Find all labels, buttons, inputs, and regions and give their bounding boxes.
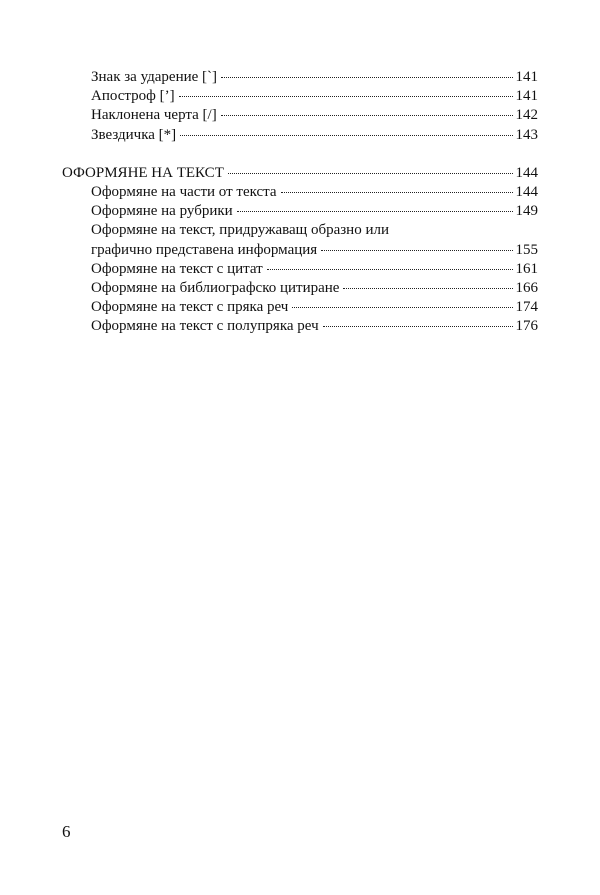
toc-dot-leader [237,211,513,212]
toc-group-text-formatting [62,164,538,337]
page-number: 6 [62,822,71,841]
toc-entry-title: Оформяне на текст с пряка реч [91,299,289,316]
toc-entry [62,68,538,87]
toc-entry-page: 166 [515,280,538,297]
toc-section-title: ОФОРМЯНЕ НА ТЕКСТ [62,164,224,181]
toc-entry-page: 161 [515,260,538,277]
toc-entry-page: 144 [515,184,538,201]
toc-dot-leader [292,307,512,308]
toc-entry [62,202,538,221]
table-of-contents [62,68,538,337]
toc-dot-leader [180,135,512,136]
toc-entry-page: 174 [515,299,538,316]
toc-entry-title: Оформяне на части от текста [91,184,277,201]
toc-entry-title: Знак за ударение [`] [91,69,218,85]
toc-entry [62,298,538,317]
toc-entry-multiline-first [62,221,538,240]
toc-group-punctuation [62,68,538,145]
toc-section-page: 144 [515,164,538,181]
toc-entry-title-line2: графично представена информация [91,241,318,258]
toc-entry [62,183,538,202]
toc-entry-page: 141 [515,88,538,105]
toc-dot-leader [221,77,512,78]
toc-entry-title-line1: Оформяне на текст, придружаващ образно или [91,222,389,239]
toc-entry-page: 149 [515,203,538,220]
toc-entry [62,106,538,125]
toc-entry-title: Наклонена черта [/] [91,107,217,124]
toc-dot-leader [267,269,513,270]
toc-section-heading [62,164,538,183]
toc-entry-multiline-second [62,241,538,260]
toc-entry-title: Апостроф [’] [91,88,175,105]
toc-dot-leader [343,288,512,289]
toc-entry [62,317,538,336]
toc-entry-page: 155 [515,241,538,258]
toc-entry-title: Оформяне на текст с цитат [91,260,263,277]
toc-entry-page: 141 [515,69,538,85]
toc-entry [62,279,538,298]
toc-dot-leader [321,250,512,251]
toc-dot-leader [228,173,513,174]
toc-entry-page: 143 [515,126,538,143]
toc-dot-leader [323,326,513,327]
toc-entry-title: Оформяне на текст с полупряка реч [91,318,319,335]
toc-dot-leader [221,115,513,116]
toc-entry [62,126,538,145]
toc-entry-page: 142 [515,107,538,124]
toc-dot-leader [281,192,513,193]
toc-entry-title: Оформяне на рубрики [91,203,233,220]
toc-entry [62,87,538,106]
toc-dot-leader [179,96,513,97]
toc-entry [62,260,538,279]
toc-entry-title: Звездичка [*] [91,126,177,143]
toc-entry-title: Оформяне на библиографско цитиране [91,280,340,297]
toc-entry-page: 176 [515,318,538,335]
